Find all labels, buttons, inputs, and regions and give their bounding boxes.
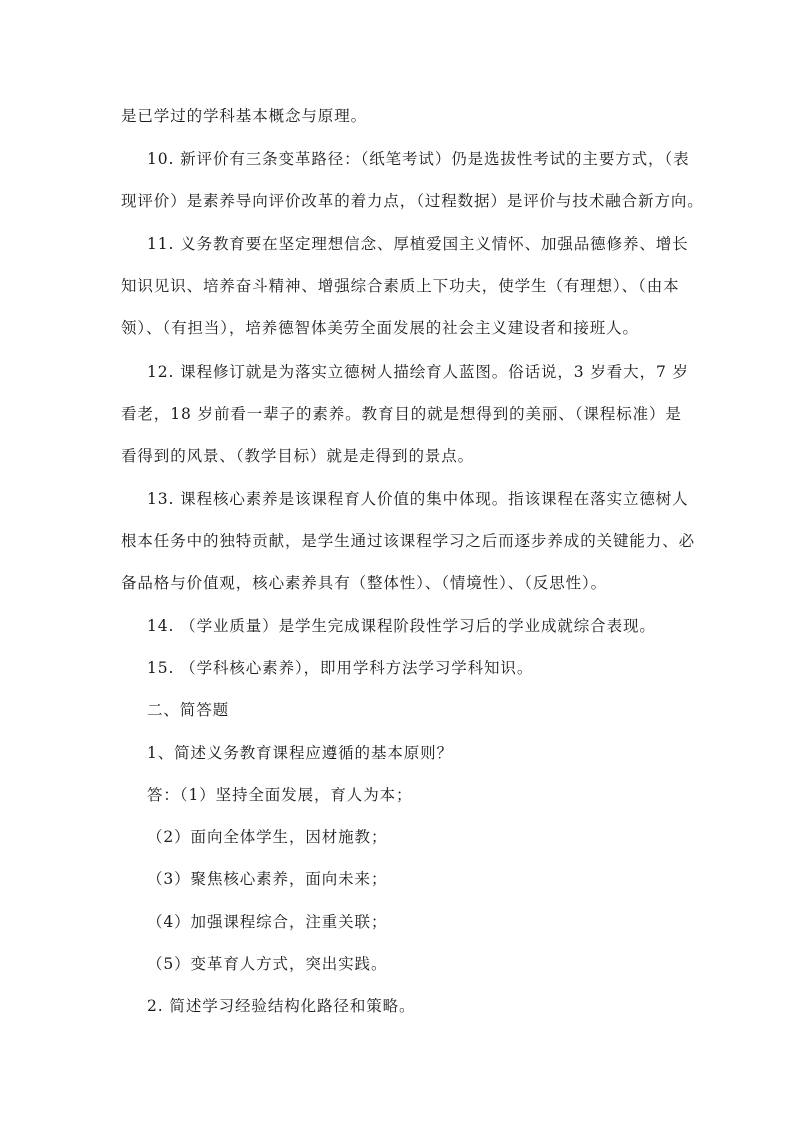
- item-10-line-2: 现评价）是素养导向评价改革的着力点，（过程数据）是评价与技术融合新方向。: [121, 192, 704, 210]
- answer-1-point-2: （2）面向全体学生，因材施教；: [147, 828, 388, 846]
- question-2: 2. 简述学习经验结构化路径和策略。: [147, 997, 416, 1015]
- question-1: 1、简述义务教育课程应遵循的基本原则？: [147, 744, 453, 762]
- answer-1-point-1: 答：（1）坚持全面发展，育人为本；: [147, 786, 413, 804]
- item-13-line-1: 13. 课程核心素养是该课程育人价值的集中体现。指该课程在落实立德树人: [147, 490, 689, 508]
- item-12-line-3: 看得到的风景、（教学目标）就是走得到的景点。: [121, 447, 475, 465]
- item-11-line-2: 知识见识、培养奋斗精神、增强综合素质上下功夫，使学生（有理想）、（由本: [121, 277, 680, 295]
- item-11-line-1: 11. 义务教育要在坚定理想信念、厚植爱国主义情怀、加强品德修养、增长: [147, 235, 689, 253]
- answer-1-point-3: （3）聚焦核心素养，面向未来；: [147, 870, 388, 888]
- text-line-continuation: 是已学过的学科基本概念与原理。: [121, 107, 368, 125]
- item-11-line-3: 领）、（有担当），培养德智体美劳全面发展的社会主义建设者和接班人。: [121, 319, 639, 337]
- item-13-line-3: 备品格与价值观，核心素养具有（整体性）、（情境性）、（反思性）。: [121, 574, 608, 592]
- answer-1-point-5: （5）变革育人方式，突出实践。: [147, 955, 388, 973]
- item-12-line-1: 12. 课程修订就是为落实立德树人描绘育人蓝图。俗话说，3 岁看大，7 岁: [147, 363, 689, 381]
- item-14: 14. （学业质量）是学生完成课程阶段性学习后的学业成就综合表现。: [147, 617, 656, 635]
- item-12-line-2: 看老，18 岁前看一辈子的素养。教育目的就是想得到的美丽、（课程标准）是: [121, 405, 682, 423]
- item-15: 15. （学科核心素养），即用学科方法学习学科知识。: [147, 659, 534, 677]
- item-13-line-2: 根本任务中的独特贡献，是学生通过该课程学习之后而逐步养成的关键能力、必: [121, 532, 696, 550]
- answer-1-point-4: （4）加强课程综合，注重关联；: [147, 913, 388, 931]
- section-heading-short-answer: 二、简答题: [147, 701, 230, 719]
- item-10-line-1: 10. 新评价有三条变革路径：（纸笔考试）仍是选拔性考试的主要方式，（表: [147, 150, 690, 168]
